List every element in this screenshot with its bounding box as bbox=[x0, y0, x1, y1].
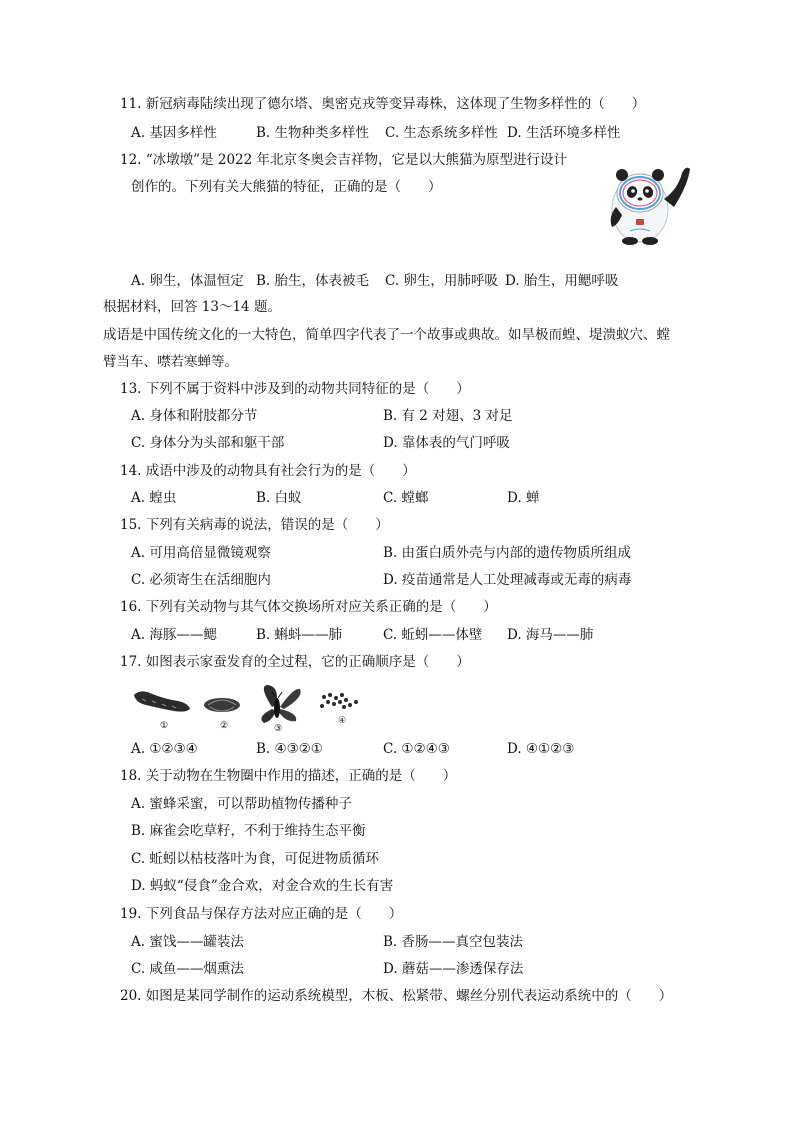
q18-option-d: D. 蚂蚁“侵食”金合欢，对金合欢的生长有害 bbox=[131, 878, 394, 894]
q16-option-a: A. 海豚——鳃 bbox=[131, 627, 217, 643]
q15-option-a: A. 可用高倍显微镜观察 bbox=[131, 545, 271, 561]
q16-option-d: D. 海马——肺 bbox=[507, 627, 594, 643]
question-15-stem: 15. 下列有关病毒的说法，错误的是（ ） bbox=[120, 517, 389, 533]
q19-option-a: A. 蜜饯——罐装法 bbox=[131, 934, 244, 950]
silkworm-development-figure bbox=[130, 683, 370, 733]
question-14-stem: 14. 成语中涉及的动物具有社会行为的是（ ） bbox=[120, 463, 416, 479]
q14-option-a: A. 蝗虫 bbox=[131, 490, 177, 506]
stage-label-1: ① bbox=[160, 721, 169, 731]
q11-option-d: D. 生活环境多样性 bbox=[507, 125, 621, 141]
silkworm-larva-stage bbox=[134, 691, 190, 731]
q18-option-c: C. 蚯蚓以枯枝落叶为食，可促进物质循环 bbox=[131, 851, 379, 867]
q19-option-c: C. 咸鱼——烟熏法 bbox=[131, 961, 244, 977]
question-19-stem: 19. 下列食品与保存方法对应正确的是（ ） bbox=[120, 906, 403, 922]
material-text-line1: 成语是中国传统文化的一大特色，简单四字代表了一个故事或典故。如旱极而蝗、堤溃蚁穴、螳 bbox=[103, 327, 670, 343]
q11-option-c: C. 生态系统多样性 bbox=[385, 125, 498, 141]
q18-option-a: A. 蜜蜂采蜜，可以帮助植物传播种子 bbox=[131, 796, 352, 812]
bing-dwen-dwen-mascot-image bbox=[602, 155, 694, 247]
q13-option-b: B. 有 2 对翅、3 对足 bbox=[383, 408, 513, 424]
silkworm-moth-stage bbox=[261, 685, 300, 733]
question-12-stem-line1: 12. “冰墩墩”是 2022 年北京冬奥会吉祥物，它是以大熊猫为原型进行设计 bbox=[120, 152, 568, 168]
q17-option-d: D. ④①②③ bbox=[507, 741, 575, 757]
q17-option-c: C. ①②④③ bbox=[383, 741, 450, 757]
question-16-stem: 16. 下列有关动物与其气体交换场所对应关系正确的是（ ） bbox=[120, 599, 497, 615]
q11-option-a: A. 基因多样性 bbox=[131, 125, 217, 141]
stage-label-3: ③ bbox=[274, 724, 283, 733]
material-text-line2: 臂当车、噤若寒蝉等。 bbox=[103, 354, 238, 370]
q15-option-c: C. 必须寄生在活细胞内 bbox=[131, 572, 271, 588]
silkworm-eggs-stage bbox=[320, 693, 358, 726]
q19-option-b: B. 香肠——真空包装法 bbox=[383, 934, 524, 950]
question-13-stem: 13. 下列不属于资料中涉及到的动物共同特征的是（ ） bbox=[120, 381, 470, 397]
q12-option-c: C. 卵生，用肺呼吸 bbox=[385, 273, 498, 289]
q14-option-d: D. 蝉 bbox=[507, 490, 540, 506]
material-intro: 根据材料，回答 13～14 题。 bbox=[103, 299, 281, 315]
q18-option-b: B. 麻雀会吃草籽，不利于维持生态平衡 bbox=[131, 823, 366, 839]
q16-option-b: B. 蝌蚪——肺 bbox=[256, 627, 343, 643]
q12-option-a: A. 卵生，体温恒定 bbox=[131, 273, 244, 289]
stage-label-2: ② bbox=[220, 721, 229, 731]
q14-option-c: C. 螳螂 bbox=[383, 490, 429, 506]
silkworm-pupa-stage bbox=[204, 698, 240, 731]
question-12-stem-line2: 创作的。下列有关大熊猫的特征，正确的是（ ） bbox=[131, 179, 442, 195]
stage-label-4: ④ bbox=[338, 716, 347, 726]
q17-option-a: A. ①②③④ bbox=[131, 741, 198, 757]
q17-option-b: B. ④③②① bbox=[256, 741, 323, 757]
q13-option-d: D. 靠体表的气门呼吸 bbox=[383, 435, 510, 451]
q12-option-b: B. 胎生，体表被毛 bbox=[256, 273, 370, 289]
q15-option-b: B. 由蛋白质外壳与内部的遗传物质所组成 bbox=[383, 545, 632, 561]
question-20-stem: 20. 如图是某同学制作的运动系统模型，木板、松紧带、螺丝分别代表运动系统中的（ ） bbox=[120, 988, 673, 1004]
q12-option-d: D. 胎生，用鳃呼吸 bbox=[505, 273, 619, 289]
question-17-stem: 17. 如图表示家蚕发育的全过程，它的正确顺序是（ ） bbox=[120, 654, 470, 670]
q16-option-c: C. 蚯蚓——体壁 bbox=[383, 627, 483, 643]
q19-option-d: D. 蘑菇——渗透保存法 bbox=[383, 961, 524, 977]
question-18-stem: 18. 关于动物在生物圈中作用的描述，正确的是（ ） bbox=[120, 768, 457, 784]
q11-option-b: B. 生物种类多样性 bbox=[256, 125, 370, 141]
q15-option-d: D. 疫苗通常是人工处理减毒或无毒的病毒 bbox=[383, 572, 632, 588]
q13-option-a: A. 身体和附肢都分节 bbox=[131, 408, 258, 424]
q14-option-b: B. 白蚁 bbox=[256, 490, 302, 506]
question-11-stem: 11. 新冠病毒陆续出现了德尔塔、奥密克戎等变异毒株，这体现了生物多样性的（ ） bbox=[120, 96, 646, 112]
q13-option-c: C. 身体分为头部和躯干部 bbox=[131, 435, 285, 451]
